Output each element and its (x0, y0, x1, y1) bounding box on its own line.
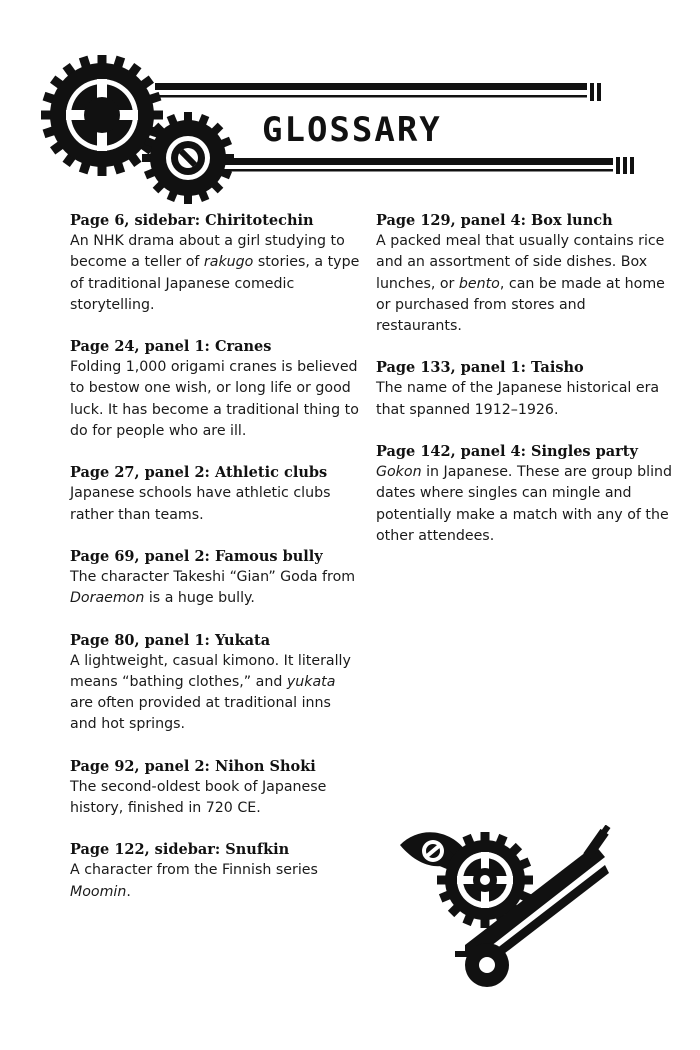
glossary-entry (70, 546, 360, 610)
definition-italic-term: Moomin (70, 883, 127, 900)
definition-text: is a huge bully. (144, 590, 255, 607)
definition-text: The character Takeshi “Gian” Goda from (70, 568, 356, 585)
entry-heading: Page 129, panel 4: Box lunch (376, 212, 613, 229)
definition-text: . (126, 883, 131, 900)
definition-italic-term: bento (458, 275, 500, 292)
entry-heading: Page 122, sidebar: Snufkin (70, 841, 290, 859)
entry-definition (70, 483, 360, 526)
page-title: GLOSSARY (262, 110, 442, 150)
definition-italic-term: Doraemon (70, 590, 145, 607)
entry-definition (70, 567, 360, 610)
definition-italic-term: yukata (286, 673, 336, 690)
entry-heading: Page 27, panel 2: Athletic clubs (70, 464, 328, 482)
entry-definition (70, 860, 360, 903)
entry-heading: Page 142, panel 4: Singles party (376, 443, 638, 461)
small-gear-icon (142, 112, 234, 204)
definition-text: Folding 1,000 origami cranes is believed to bestow one wish, or long life or good luck. It has become a traditional thing to do for people who are ill. (70, 359, 359, 440)
glossary-entry (376, 357, 676, 421)
glossary-left-column (70, 210, 360, 923)
entry-definition (70, 231, 360, 316)
definition-text: A packed meal that usually contains rice and an assortment of side dishes. Box lunches, or (376, 233, 665, 292)
definition-italic-term: Gokon (376, 464, 422, 481)
definition-italic-term: rakugo (203, 254, 254, 271)
entry-definition (376, 462, 676, 547)
entry-definition (376, 378, 676, 421)
entry-definition (376, 231, 676, 337)
gear-ornament-icon (395, 825, 625, 995)
definition-text: An NHK drama about a girl studying to become a teller of (70, 233, 345, 271)
entry-heading: Page 92, panel 2: Nihon Shoki (70, 757, 316, 775)
entry-definition (70, 777, 360, 820)
definition-text: The name of the Japanese historical era that spanned 1912–1926. (376, 380, 660, 418)
glossary-entry (70, 210, 360, 316)
definition-text: are often provided at traditional inns and hot springs. (70, 695, 331, 733)
entry-definition (70, 651, 360, 736)
entry-heading: Page 24, panel 1: Cranes (70, 338, 272, 356)
definition-text: stories, a type of traditional Japanese comedic storytelling. (70, 254, 360, 313)
glossary-entry (376, 210, 676, 337)
definition-text: , can be made at home or purchased from stores and restaurants. (376, 275, 665, 335)
definition-text: Japanese schools have athletic clubs rather than teams. (70, 485, 331, 523)
glossary-entry (70, 336, 360, 442)
definition-text: A lightweight, casual kimono. It literally means “bathing clothes,” and (70, 652, 351, 690)
definition-text: The second-oldest book of Japanese history, finished in 720 CE. (70, 778, 327, 817)
definition-text: in Japanese. These are group blind dates where singles can mingle and potentially make a match with any of the other attendees. (376, 464, 673, 544)
glossary-entry (70, 756, 360, 820)
entry-definition (70, 357, 360, 442)
glossary-entry (376, 441, 676, 547)
glossary-entry (70, 630, 360, 736)
glossary-entry (70, 839, 360, 903)
entry-heading: Page 133, panel 1: Taisho (376, 359, 584, 377)
definition-text: A character from the Finnish series (70, 862, 318, 879)
entry-heading: Page 69, panel 2: Famous bully (70, 547, 323, 565)
entry-heading: Page 80, panel 1: Yukata (70, 631, 271, 649)
glossary-right-column (376, 210, 676, 567)
glossary-entry (70, 462, 360, 526)
entry-heading: Page 6, sidebar: Chiritotechin (70, 212, 314, 229)
